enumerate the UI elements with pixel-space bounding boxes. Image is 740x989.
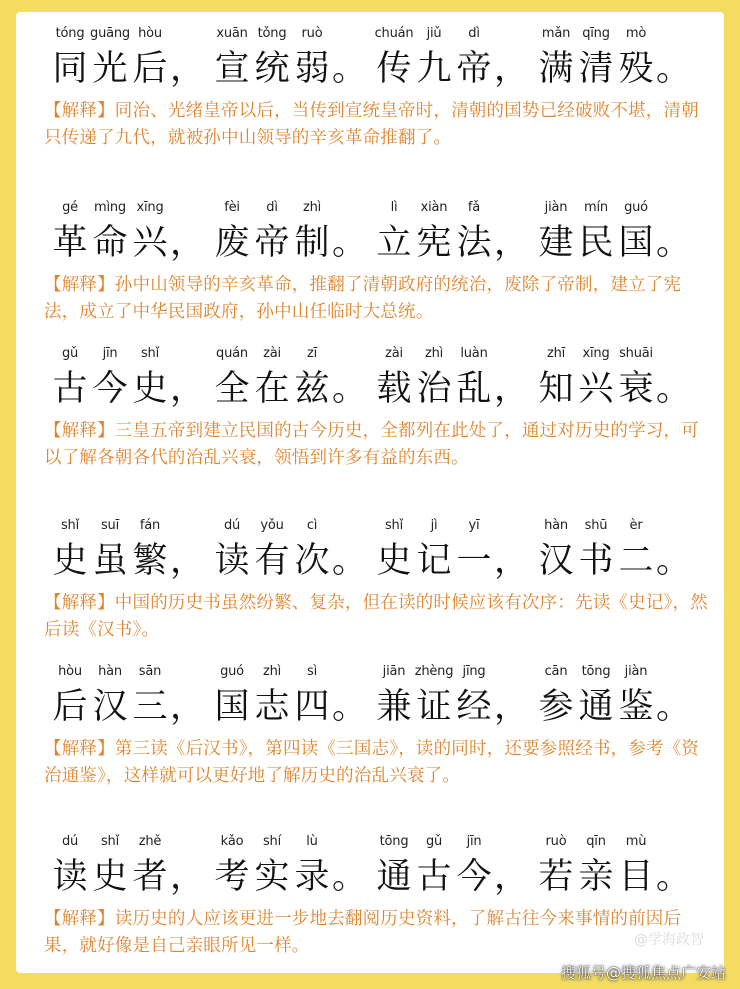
hanzi-character: 古 <box>52 369 88 409</box>
hanzi-character: 光 <box>92 49 128 89</box>
hanzi-character: 若 <box>538 857 574 897</box>
pinyin-syllable: mù <box>625 834 647 849</box>
pinyin-syllable: zài <box>385 346 403 361</box>
pinyin-syllable: tóng <box>55 26 85 41</box>
hanzi-character: 今 <box>92 369 128 409</box>
hanzi-character: 考 <box>214 857 250 897</box>
hanzi-character: 衰 <box>618 369 654 409</box>
hanzi-character: 民 <box>578 223 614 263</box>
pinyin-syllable: dú <box>61 834 79 849</box>
verse-section <box>16 664 724 790</box>
hanzi-character: 二 <box>618 541 654 581</box>
pinyin-syllable: jīng <box>462 664 486 679</box>
hanzi-character: 汉 <box>538 541 574 581</box>
pinyin-syllable: sì <box>307 664 317 679</box>
character-row: 通 古 今 ， <box>374 854 536 900</box>
pinyin-syllable: shū <box>584 518 608 533</box>
pinyin-syllable: jiǔ <box>426 26 442 41</box>
hanzi-character: 立 <box>376 223 412 263</box>
pinyin-syllable: xīng <box>582 346 610 361</box>
verse-line <box>16 346 724 412</box>
pinyin-syllable: guó <box>624 200 648 215</box>
pinyin-syllable: shǐ <box>140 346 160 361</box>
hanzi-character: 制 <box>294 223 330 263</box>
verse-phrase <box>50 518 212 584</box>
pinyin-syllable: zhì <box>424 346 444 361</box>
hanzi-character: 亲 <box>578 857 614 897</box>
verse-line <box>16 200 724 266</box>
hanzi-character: 有 <box>254 541 290 581</box>
character-row: 后 汉 三 ， <box>50 684 212 730</box>
pinyin-syllable: shǐ <box>384 518 404 533</box>
verse-section <box>16 200 724 326</box>
hanzi-character: 建 <box>538 223 574 263</box>
hanzi-character: 虽 <box>92 541 128 581</box>
hanzi-character: 四 <box>294 687 330 727</box>
verse-section <box>16 518 724 644</box>
verse-phrase <box>50 834 212 900</box>
pinyin-syllable: qīng <box>582 26 610 41</box>
hanzi-character: 今 <box>456 857 492 897</box>
character-row: 革 命 兴 ， <box>50 220 212 266</box>
pinyin-syllable: shuāi <box>619 346 653 361</box>
hanzi-character: 帝 <box>254 223 290 263</box>
hanzi-character: 记 <box>416 541 452 581</box>
hanzi-character: 繁 <box>132 541 168 581</box>
pinyin-row <box>50 26 212 46</box>
pinyin-row <box>536 834 698 854</box>
hanzi-character: 读 <box>214 541 250 581</box>
hanzi-character: 满 <box>538 49 574 89</box>
pinyin-syllable: zhī <box>546 346 566 361</box>
verse-phrase <box>536 346 698 412</box>
pinyin-syllable: xiàn <box>420 200 448 215</box>
pinyin-row <box>50 664 212 684</box>
pinyin-syllable: shí <box>262 834 282 849</box>
pinyin-syllable: dì <box>468 26 480 41</box>
pinyin-row <box>374 664 536 684</box>
pinyin-row <box>374 518 536 538</box>
pinyin-row <box>212 346 374 366</box>
hanzi-character: 废 <box>214 223 250 263</box>
pinyin-syllable: jiàn <box>624 664 648 679</box>
character-row: 传 九 帝 ， <box>374 46 536 92</box>
hanzi-character: 弱 <box>294 49 330 89</box>
hanzi-character: 全 <box>214 369 250 409</box>
character-row: 史 虽 繁 ， <box>50 538 212 584</box>
hanzi-character: 证 <box>416 687 452 727</box>
verse-phrase <box>374 664 536 730</box>
hanzi-character: 后 <box>132 49 168 89</box>
character-row: 兼 证 经 ， <box>374 684 536 730</box>
explanation-text: 【解释】中国的历史书虽然纷繁、复杂，但在读的时候应该有次序：先读《史记》，然后读《汉书》。 <box>44 593 708 640</box>
verse-phrase <box>50 346 212 412</box>
pinyin-row <box>536 518 698 538</box>
hanzi-character: 国 <box>214 687 250 727</box>
pinyin-row <box>536 664 698 684</box>
pinyin-syllable: zài <box>263 346 281 361</box>
hanzi-character: 兴 <box>132 223 168 263</box>
pinyin-syllable: gǔ <box>61 346 79 361</box>
hanzi-character: 九 <box>416 49 452 89</box>
verse-phrase <box>374 200 536 266</box>
hanzi-character: 史 <box>52 541 88 581</box>
hanzi-character: 知 <box>538 369 574 409</box>
hanzi-character: 后 <box>52 687 88 727</box>
character-row: 国 志 四 。 <box>212 684 374 730</box>
pinyin-syllable: tǒng <box>257 26 287 41</box>
pinyin-syllable: cì <box>306 518 318 533</box>
hanzi-character: 宣 <box>214 49 250 89</box>
pinyin-syllable: jīn <box>102 346 118 361</box>
hanzi-character: 命 <box>92 223 128 263</box>
pinyin-syllable: tōng <box>581 664 611 679</box>
pinyin-row <box>374 346 536 366</box>
pinyin-syllable: ruò <box>301 26 323 41</box>
hanzi-character: 传 <box>376 49 412 89</box>
hanzi-character: 宪 <box>416 223 452 263</box>
pinyin-syllable: xuān <box>216 26 248 41</box>
pinyin-syllable: zhě <box>138 834 162 849</box>
hanzi-character: 次 <box>294 541 330 581</box>
pinyin-syllable: fèi <box>224 200 240 215</box>
pinyin-syllable: chuán <box>374 26 414 41</box>
pinyin-syllable: suī <box>100 518 120 533</box>
pinyin-syllable: lì <box>390 200 398 215</box>
pinyin-syllable: fǎ <box>467 200 481 215</box>
pinyin-syllable: zhèng <box>414 664 454 679</box>
hanzi-character: 志 <box>254 687 290 727</box>
verse-line <box>16 26 724 92</box>
pinyin-syllable: hàn <box>98 664 122 679</box>
explanation-text: 【解释】同治、光绪皇帝以后，当传到宣统皇帝时，清朝的国势已经破败不堪，清朝只传递了九代，就被孙中山领导的辛亥革命推翻了。 <box>44 101 699 148</box>
pinyin-syllable: ruò <box>545 834 567 849</box>
pinyin-syllable: zhì <box>262 664 282 679</box>
hanzi-character: 乱 <box>456 369 492 409</box>
verse-phrase <box>536 200 698 266</box>
pinyin-syllable: mò <box>625 26 647 41</box>
pinyin-syllable: yǒu <box>260 518 284 533</box>
character-row: 立 宪 法 ， <box>374 220 536 266</box>
verse-phrase <box>374 346 536 412</box>
verse-phrase <box>50 26 212 92</box>
verse-phrase <box>374 26 536 92</box>
pinyin-row <box>374 26 536 46</box>
content-card <box>16 12 724 973</box>
verse-section <box>16 346 724 472</box>
hanzi-character: 兼 <box>376 687 412 727</box>
pinyin-syllable: qīn <box>586 834 606 849</box>
verse-phrase <box>212 200 374 266</box>
character-row: 全 在 兹 。 <box>212 366 374 412</box>
pinyin-syllable: hòu <box>138 26 162 41</box>
hanzi-character: 读 <box>52 857 88 897</box>
hanzi-character: 史 <box>92 857 128 897</box>
pinyin-row <box>212 26 374 46</box>
verse-phrase <box>536 26 698 92</box>
pinyin-syllable: gé <box>62 200 78 215</box>
pinyin-row <box>50 518 212 538</box>
explanation-text: 【解释】读历史的人应该更进一步地去翻阅历史资料，了解古往今来事情的前因后果，就好像是自己亲眼所见一样。 <box>44 909 682 956</box>
hanzi-character: 经 <box>456 687 492 727</box>
character-row: 读 史 者 ， <box>50 854 212 900</box>
pinyin-syllable: èr <box>629 518 643 533</box>
verse-line <box>16 664 724 730</box>
character-row: 汉 书 二 。 <box>536 538 698 584</box>
pinyin-syllable: mìng <box>94 200 126 215</box>
hanzi-character: 书 <box>578 541 614 581</box>
pinyin-row <box>212 200 374 220</box>
character-row: 宣 统 弱 。 <box>212 46 374 92</box>
verse-phrase <box>212 518 374 584</box>
character-row: 考 实 录 。 <box>212 854 374 900</box>
hanzi-character: 兹 <box>294 369 330 409</box>
hanzi-character: 录 <box>294 857 330 897</box>
pinyin-syllable: mín <box>584 200 608 215</box>
verse-phrase <box>212 664 374 730</box>
character-row: 同 光 后 ， <box>50 46 212 92</box>
pinyin-row <box>212 664 374 684</box>
pinyin-syllable: hàn <box>544 518 568 533</box>
pinyin-row <box>536 346 698 366</box>
verse-line <box>16 834 724 900</box>
pinyin-row <box>212 518 374 538</box>
pinyin-row <box>536 200 698 220</box>
verse-phrase <box>212 26 374 92</box>
pinyin-row <box>50 346 212 366</box>
hanzi-character: 参 <box>538 687 574 727</box>
hanzi-character: 一 <box>456 541 492 581</box>
pinyin-syllable: dì <box>266 200 278 215</box>
pinyin-syllable: hòu <box>58 664 82 679</box>
pinyin-syllable: yī <box>468 518 480 533</box>
character-row: 载 治 乱 ， <box>374 366 536 412</box>
verse-phrase <box>374 834 536 900</box>
verse-phrase <box>50 664 212 730</box>
pinyin-syllable: xīng <box>136 200 164 215</box>
hanzi-character: 革 <box>52 223 88 263</box>
hanzi-character: 殁 <box>618 49 654 89</box>
hanzi-character: 在 <box>254 369 290 409</box>
explanation-text: 【解释】三皇五帝到建立民国的古今历史，全都列在此处了，通过对历史的学习，可以了解各朝各代的治乱兴衰，领悟到许多有益的东西。 <box>44 421 699 468</box>
pinyin-syllable: sān <box>138 664 162 679</box>
pinyin-syllable: quán <box>216 346 248 361</box>
pinyin-syllable: fán <box>139 518 161 533</box>
hanzi-character: 汉 <box>92 687 128 727</box>
character-row: 若 亲 目 。 <box>536 854 698 900</box>
pinyin-syllable: shǐ <box>100 834 120 849</box>
pinyin-syllable: guāng <box>90 26 130 41</box>
pinyin-row <box>212 834 374 854</box>
pinyin-syllable: cān <box>544 664 568 679</box>
pinyin-syllable: kǎo <box>220 834 244 849</box>
verse-phrase <box>212 834 374 900</box>
hanzi-character: 通 <box>376 857 412 897</box>
pinyin-syllable: dú <box>223 518 241 533</box>
pinyin-syllable: zī <box>306 346 318 361</box>
hanzi-character: 帝 <box>456 49 492 89</box>
hanzi-character: 者 <box>132 857 168 897</box>
pinyin-syllable: gǔ <box>425 834 443 849</box>
pinyin-syllable: jīn <box>466 834 482 849</box>
pinyin-syllable: mǎn <box>541 26 571 41</box>
explanation-text: 【解释】孙中山领导的辛亥革命，推翻了清朝政府的统治，废除了帝制，建立了宪法，成立了中华民国政府，孙中山任临时大总统。 <box>44 275 682 322</box>
character-row: 史 记 一 ， <box>374 538 536 584</box>
hanzi-character: 鉴 <box>618 687 654 727</box>
pinyin-row <box>536 26 698 46</box>
watermark: @学海政智 <box>634 932 704 948</box>
hanzi-character: 通 <box>578 687 614 727</box>
hanzi-character: 史 <box>132 369 168 409</box>
verse-phrase <box>212 346 374 412</box>
character-row: 读 有 次 。 <box>212 538 374 584</box>
pinyin-syllable: lù <box>306 834 318 849</box>
hanzi-character: 目 <box>618 857 654 897</box>
pinyin-syllable: luàn <box>460 346 488 361</box>
hanzi-character: 兴 <box>578 369 614 409</box>
pinyin-syllable: zhì <box>302 200 322 215</box>
pinyin-syllable: shǐ <box>60 518 80 533</box>
explanation-text: 【解释】第三读《后汉书》，第四读《三国志》，读的同时，还要参照经书，参考《资治通鉴》，这样就可以更好地了解历史的治乱兴衰了。 <box>44 739 700 786</box>
pinyin-syllable: guó <box>220 664 244 679</box>
hanzi-character: 清 <box>578 49 614 89</box>
pinyin-row <box>50 834 212 854</box>
pinyin-syllable: jì <box>430 518 438 533</box>
hanzi-character: 统 <box>254 49 290 89</box>
verse-section <box>16 26 724 152</box>
hanzi-character: 三 <box>132 687 168 727</box>
character-row: 古 今 史 ， <box>50 366 212 412</box>
verse-phrase <box>536 834 698 900</box>
character-row: 满 清 殁 。 <box>536 46 698 92</box>
hanzi-character: 史 <box>376 541 412 581</box>
hanzi-character: 治 <box>416 369 452 409</box>
hanzi-character: 载 <box>376 369 412 409</box>
character-row: 建 民 国 。 <box>536 220 698 266</box>
verse-section <box>16 834 724 960</box>
pinyin-syllable: tōng <box>379 834 409 849</box>
verse-phrase <box>536 664 698 730</box>
verse-phrase <box>50 200 212 266</box>
hanzi-character: 法 <box>456 223 492 263</box>
character-row: 参 通 鉴 。 <box>536 684 698 730</box>
pinyin-syllable: jiàn <box>544 200 568 215</box>
character-row: 废 帝 制 。 <box>212 220 374 266</box>
verse-phrase <box>536 518 698 584</box>
hanzi-character: 国 <box>618 223 654 263</box>
verse-line <box>16 518 724 584</box>
pinyin-row <box>374 200 536 220</box>
pinyin-row <box>50 200 212 220</box>
character-row: 知 兴 衰 。 <box>536 366 698 412</box>
pinyin-row <box>374 834 536 854</box>
brand-caption: 搜狐号@搜狐焦点广安站 <box>560 964 726 982</box>
hanzi-character: 同 <box>52 49 88 89</box>
pinyin-syllable: jiān <box>382 664 406 679</box>
hanzi-character: 实 <box>254 857 290 897</box>
hanzi-character: 古 <box>416 857 452 897</box>
verse-phrase <box>374 518 536 584</box>
